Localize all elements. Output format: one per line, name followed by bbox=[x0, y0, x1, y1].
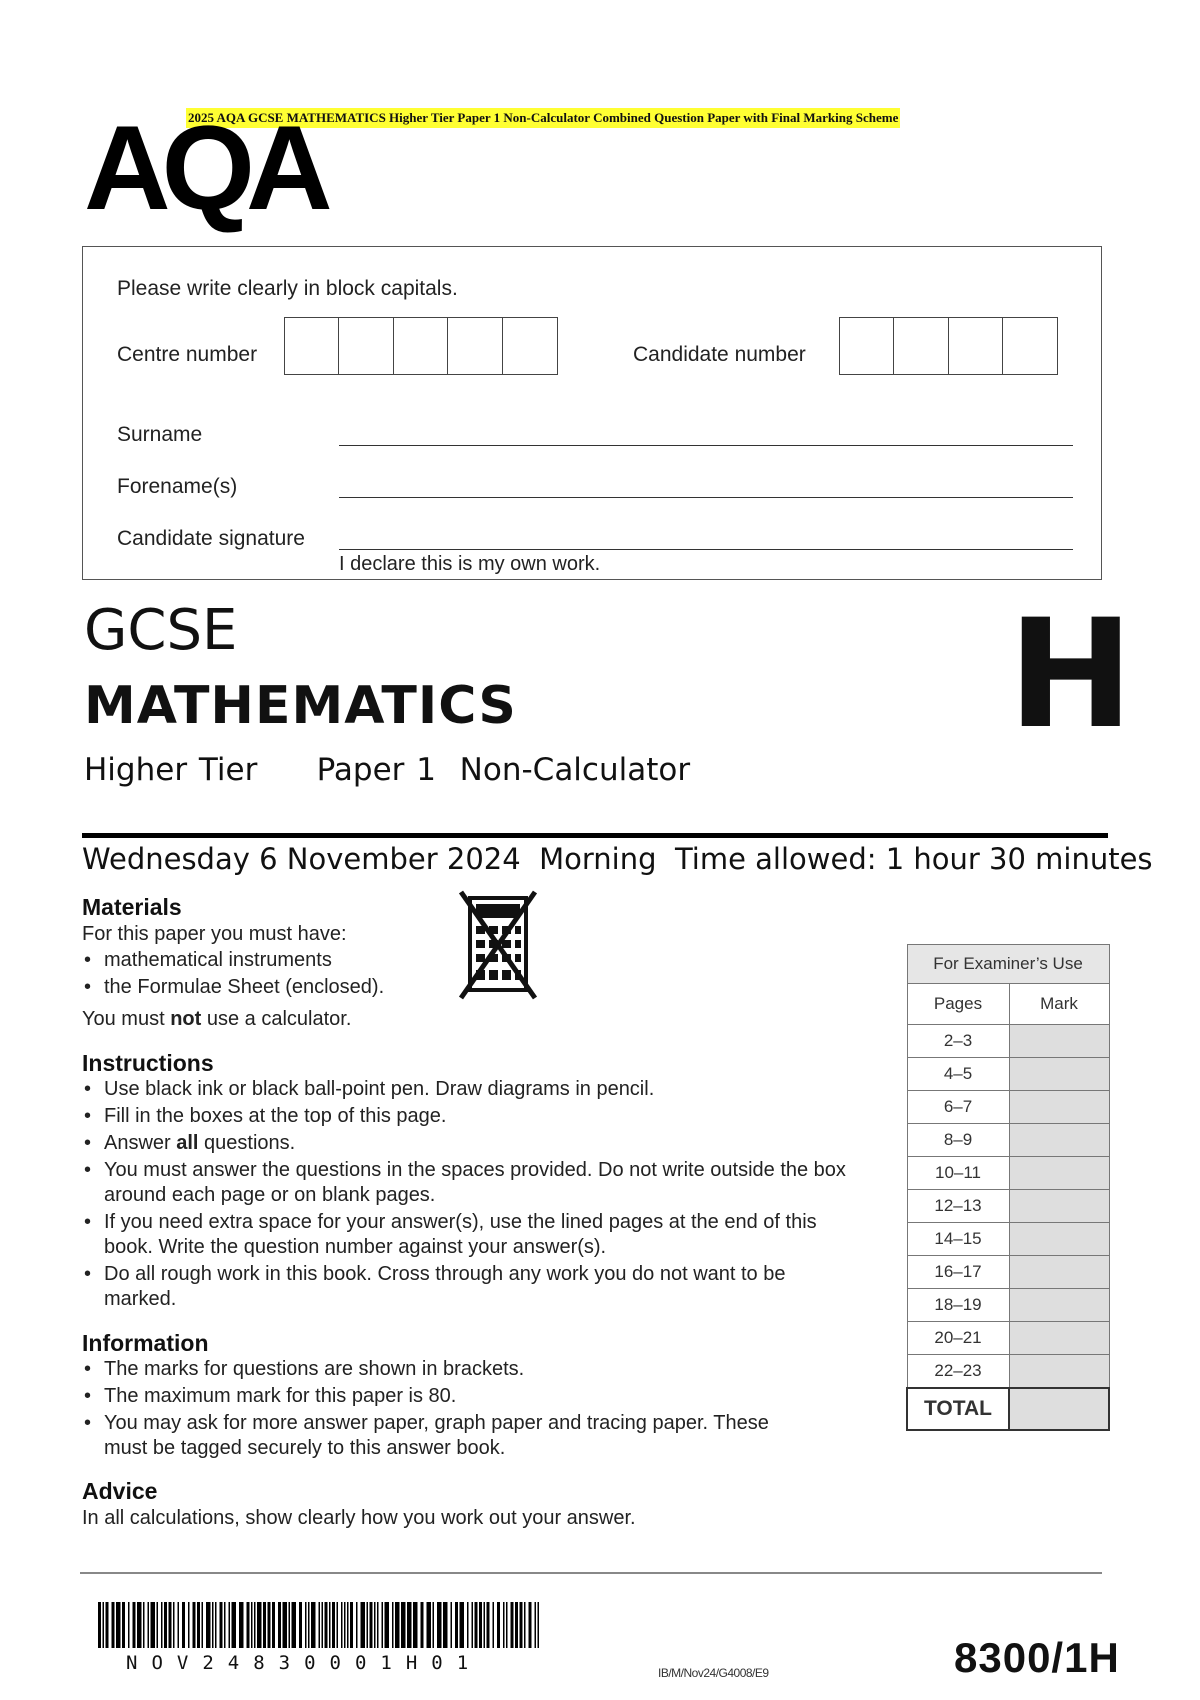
tier-paper-line: Higher Tier Paper 1 Non-Calculator bbox=[84, 752, 691, 788]
barcode-bar bbox=[193, 1602, 196, 1648]
calculator-note-bold: not bbox=[170, 1008, 202, 1030]
signature-line[interactable] bbox=[339, 549, 1073, 550]
barcode-bar bbox=[311, 1602, 316, 1648]
mark-cell bbox=[1009, 1223, 1109, 1256]
instruction-item: • Fill in the boxes at the top of this page. bbox=[82, 1104, 852, 1129]
barcode-bar bbox=[278, 1602, 281, 1648]
barcode-bar bbox=[467, 1602, 469, 1648]
subject-title: MATHEMATICS bbox=[84, 676, 517, 736]
barcode-bar bbox=[215, 1602, 217, 1648]
barcode-bar bbox=[133, 1602, 136, 1648]
barcode-bar bbox=[472, 1602, 474, 1648]
forename-line[interactable] bbox=[339, 497, 1073, 498]
barcode-bar bbox=[268, 1602, 271, 1648]
total-row bbox=[907, 1388, 1109, 1430]
table-row bbox=[907, 1058, 1109, 1091]
barcode-bar bbox=[161, 1602, 163, 1648]
table-row bbox=[907, 1289, 1109, 1322]
centre-number-label: Centre number bbox=[117, 343, 258, 366]
barcode-bar bbox=[344, 1602, 346, 1648]
candidate-digit-box[interactable] bbox=[893, 317, 949, 375]
candidate-digit-box[interactable] bbox=[948, 317, 1004, 375]
pages-cell: 4–5 bbox=[907, 1058, 1009, 1091]
barcode-bar bbox=[374, 1602, 376, 1648]
barcode-bar bbox=[239, 1602, 244, 1648]
pages-cell: 14–15 bbox=[907, 1223, 1009, 1256]
mark-cell bbox=[1009, 1322, 1109, 1355]
signature-label: Candidate signature bbox=[117, 527, 305, 550]
barcode-bar bbox=[143, 1602, 145, 1648]
pages-cell: 8–9 bbox=[907, 1124, 1009, 1157]
pages-cell: 10–11 bbox=[907, 1157, 1009, 1190]
advice-text: In all calculations, show clearly how you work out your answer. bbox=[82, 1507, 636, 1529]
exam-date-line: Wednesday 6 November 2024 Morning Time allowed: 1 hour 30 minutes bbox=[82, 842, 1153, 876]
barcode-bar bbox=[197, 1602, 200, 1648]
information-item: • The marks for questions are shown in brackets. bbox=[82, 1357, 802, 1382]
barcode-bar bbox=[254, 1602, 256, 1648]
barcode-bar bbox=[212, 1602, 214, 1648]
barcode-bar bbox=[319, 1602, 321, 1648]
pages-cell: 22–23 bbox=[907, 1355, 1009, 1389]
barcode-bar bbox=[395, 1602, 400, 1648]
barcode-bar bbox=[350, 1602, 353, 1648]
calculator-note bbox=[82, 1006, 482, 1033]
pages-cell: 16–17 bbox=[907, 1256, 1009, 1289]
barcode-bar bbox=[337, 1602, 339, 1648]
table-row bbox=[907, 1025, 1109, 1058]
barcode-bar bbox=[98, 1602, 101, 1648]
barcode-bar bbox=[511, 1602, 514, 1648]
barcode-bar bbox=[299, 1602, 302, 1648]
barcode-bar bbox=[433, 1602, 435, 1648]
barcode-bar bbox=[137, 1602, 142, 1648]
table-row bbox=[907, 1157, 1109, 1190]
barcode-bar bbox=[392, 1602, 394, 1648]
barcode-text: NOV24830001H01 bbox=[126, 1652, 483, 1674]
barcode-bar bbox=[178, 1602, 180, 1648]
barcode-bar bbox=[292, 1602, 297, 1648]
instruction-item: • If you need extra space for your answer(s), use the lined pages at the end of this book. Write the question number against your answer(s). bbox=[82, 1210, 852, 1260]
centre-digit-box[interactable] bbox=[338, 317, 394, 375]
barcode-bar bbox=[515, 1602, 518, 1648]
barcode-bar bbox=[356, 1602, 358, 1648]
mark-cell bbox=[1009, 1124, 1109, 1157]
barcode-bar bbox=[506, 1602, 508, 1648]
barcode-bar bbox=[289, 1602, 291, 1648]
barcode-bar bbox=[169, 1602, 172, 1648]
barcode-bar bbox=[112, 1602, 115, 1648]
barcode-bar bbox=[451, 1602, 453, 1648]
pages-cell: 12–13 bbox=[907, 1190, 1009, 1223]
barcode-bar bbox=[220, 1602, 223, 1648]
instruction-item-post: questions. bbox=[198, 1132, 296, 1154]
candidate-number-label: Candidate number bbox=[633, 343, 806, 366]
materials-intro: For this paper you must have: bbox=[82, 923, 347, 945]
barcode-bar bbox=[341, 1602, 343, 1648]
surname-label: Surname bbox=[117, 423, 203, 446]
information-item: • You may ask for more answer paper, graph paper and tracing paper. These must be tagged securely to this answer book. bbox=[82, 1411, 802, 1461]
pages-cell: 6–7 bbox=[907, 1091, 1009, 1124]
barcode-bar bbox=[524, 1602, 526, 1648]
candidate-digit-box[interactable] bbox=[839, 317, 895, 375]
table-row bbox=[907, 1223, 1109, 1256]
barcode-bar bbox=[272, 1602, 275, 1648]
candidate-number-boxes[interactable] bbox=[840, 317, 1058, 375]
instruction-item: • Use black ink or black ball-point pen. Draw diagrams in pencil. bbox=[82, 1077, 852, 1102]
centre-digit-box[interactable] bbox=[447, 317, 503, 375]
barcode-bar bbox=[370, 1602, 373, 1648]
table-row bbox=[907, 1256, 1109, 1289]
barcode-bar bbox=[367, 1602, 369, 1648]
materials-item: • the Formulae Sheet (enclosed). bbox=[82, 975, 482, 1000]
candidate-digit-box[interactable] bbox=[1002, 317, 1058, 375]
barcode-bar bbox=[247, 1602, 250, 1648]
mark-cell bbox=[1009, 1025, 1109, 1058]
barcode-bar bbox=[122, 1602, 125, 1648]
barcode-bar bbox=[232, 1602, 237, 1648]
mark-column-header: Mark bbox=[1009, 984, 1109, 1025]
information-section bbox=[82, 1330, 802, 1463]
calculator-note-pre: You must bbox=[82, 1008, 171, 1030]
barcode-bar bbox=[263, 1602, 266, 1648]
instruction-item bbox=[82, 1131, 852, 1156]
barcode-bar bbox=[487, 1602, 490, 1648]
barcode-bar bbox=[520, 1602, 523, 1648]
barcode-bar bbox=[128, 1602, 130, 1648]
table-row bbox=[907, 1124, 1109, 1157]
qualification-title: GCSE bbox=[84, 598, 238, 663]
examiner-table-title: For Examiner’s Use bbox=[907, 945, 1109, 984]
instruction-item: • You must answer the questions in the spaces provided. Do not write outside the box around each page or on blank pages. bbox=[82, 1158, 852, 1208]
mark-cell bbox=[1009, 1091, 1109, 1124]
barcode-bar bbox=[322, 1602, 324, 1648]
barcode-bar bbox=[427, 1602, 432, 1648]
barcode-bar bbox=[116, 1602, 121, 1648]
pages-column-header: Pages bbox=[907, 984, 1009, 1025]
calculator-note-post: use a calculator. bbox=[201, 1008, 352, 1030]
paper-code: 8300/1H bbox=[954, 1634, 1120, 1681]
instructions-section bbox=[82, 1050, 852, 1314]
advice-section bbox=[82, 1478, 842, 1532]
instructions-heading: Instructions bbox=[82, 1050, 214, 1076]
total-mark-cell bbox=[1009, 1388, 1109, 1430]
examiner-use-table bbox=[906, 944, 1110, 1431]
barcode-bar bbox=[538, 1602, 540, 1648]
barcode-bar bbox=[413, 1602, 418, 1648]
forename-label: Forename(s) bbox=[117, 475, 238, 498]
barcode-bar bbox=[157, 1602, 159, 1648]
highlight-banner: 2025 AQA GCSE MATHEMATICS Higher Tier Paper 1 Non-Calculator Combined Question Paper with Final Marking Scheme bbox=[186, 108, 900, 128]
barcode-bar bbox=[224, 1602, 226, 1648]
materials-item: • mathematical instruments bbox=[82, 948, 482, 973]
barcode-bar bbox=[479, 1602, 482, 1648]
materials-heading: Materials bbox=[82, 894, 182, 920]
advice-heading: Advice bbox=[82, 1478, 158, 1504]
barcode-bar bbox=[188, 1602, 190, 1648]
barcode-bar bbox=[535, 1602, 537, 1648]
barcode-bar bbox=[173, 1602, 175, 1648]
instruction-item: • Do all rough work in this book. Cross through any work you do not want to be marked. bbox=[82, 1262, 852, 1312]
barcode-bar bbox=[421, 1602, 424, 1648]
barcode-bar bbox=[164, 1602, 167, 1648]
mark-cell bbox=[1009, 1190, 1109, 1223]
thick-divider bbox=[82, 833, 1108, 838]
materials-section bbox=[82, 894, 482, 1033]
table-row bbox=[907, 1355, 1109, 1389]
total-label: TOTAL bbox=[907, 1388, 1009, 1430]
barcode-bar bbox=[251, 1602, 253, 1648]
barcode-bar bbox=[151, 1602, 156, 1648]
table-row bbox=[907, 1190, 1109, 1223]
reference-code: IB/M/Nov24/G4008/E9 bbox=[658, 1666, 769, 1680]
instruction-item-pre: Answer bbox=[104, 1132, 177, 1154]
barcode-bar bbox=[103, 1602, 105, 1648]
barcode-bar bbox=[377, 1602, 379, 1648]
barcode-bar bbox=[460, 1602, 465, 1648]
mark-cell bbox=[1009, 1058, 1109, 1091]
mark-cell bbox=[1009, 1157, 1109, 1190]
barcode-bar bbox=[493, 1602, 495, 1648]
instruction-item-bold: all bbox=[176, 1132, 199, 1154]
barcode-bar bbox=[385, 1602, 390, 1648]
barcode-bar bbox=[475, 1602, 478, 1648]
declaration-text: I declare this is my own work. bbox=[339, 553, 601, 575]
barcode-bar bbox=[407, 1602, 412, 1648]
barcode-bar bbox=[308, 1602, 310, 1648]
candidate-details-box bbox=[82, 246, 1102, 580]
barcode-bar bbox=[257, 1602, 262, 1648]
centre-digit-box[interactable] bbox=[393, 317, 449, 375]
barcode-bar bbox=[332, 1602, 335, 1648]
mark-cell bbox=[1009, 1256, 1109, 1289]
barcode-bar bbox=[361, 1602, 366, 1648]
barcode-bar bbox=[283, 1602, 288, 1648]
barcode-bar bbox=[443, 1602, 448, 1648]
barcode bbox=[98, 1602, 540, 1658]
barcode-bar bbox=[148, 1602, 150, 1648]
table-row bbox=[907, 1091, 1109, 1124]
pages-cell: 18–19 bbox=[907, 1289, 1009, 1322]
information-heading: Information bbox=[82, 1330, 209, 1356]
barcode-bar bbox=[347, 1602, 349, 1648]
barcode-bar bbox=[106, 1602, 109, 1648]
barcode-bar bbox=[202, 1602, 204, 1648]
centre-digit-box[interactable] bbox=[502, 317, 558, 375]
centre-number-boxes[interactable] bbox=[285, 317, 558, 375]
barcode-bar bbox=[401, 1602, 406, 1648]
aqa-logo: AQA bbox=[84, 101, 324, 235]
footer-divider bbox=[80, 1572, 1102, 1574]
block-capitals-note: Please write clearly in block capitals. bbox=[117, 277, 458, 300]
barcode-bar bbox=[382, 1602, 384, 1648]
barcode-bar bbox=[484, 1602, 486, 1648]
barcode-bar bbox=[437, 1602, 442, 1648]
table-row bbox=[907, 1322, 1109, 1355]
barcode-bar bbox=[497, 1602, 500, 1648]
no-calculator-icon bbox=[458, 890, 538, 1000]
barcode-bar bbox=[329, 1602, 331, 1648]
mark-cell bbox=[1009, 1289, 1109, 1322]
barcode-bar bbox=[325, 1602, 328, 1648]
barcode-bar bbox=[455, 1602, 458, 1648]
information-item: • The maximum mark for this paper is 80. bbox=[82, 1384, 802, 1409]
pages-cell: 2–3 bbox=[907, 1025, 1009, 1058]
centre-digit-box[interactable] bbox=[284, 317, 340, 375]
mark-cell bbox=[1009, 1355, 1109, 1389]
barcode-bar bbox=[229, 1602, 231, 1648]
barcode-bar bbox=[529, 1602, 532, 1648]
tier-letter: H bbox=[1008, 588, 1134, 762]
barcode-bar bbox=[305, 1602, 307, 1648]
barcode-bar bbox=[182, 1602, 185, 1648]
barcode-bar bbox=[503, 1602, 505, 1648]
barcode-bar bbox=[206, 1602, 211, 1648]
pages-cell: 20–21 bbox=[907, 1322, 1009, 1355]
surname-line[interactable] bbox=[339, 445, 1073, 446]
